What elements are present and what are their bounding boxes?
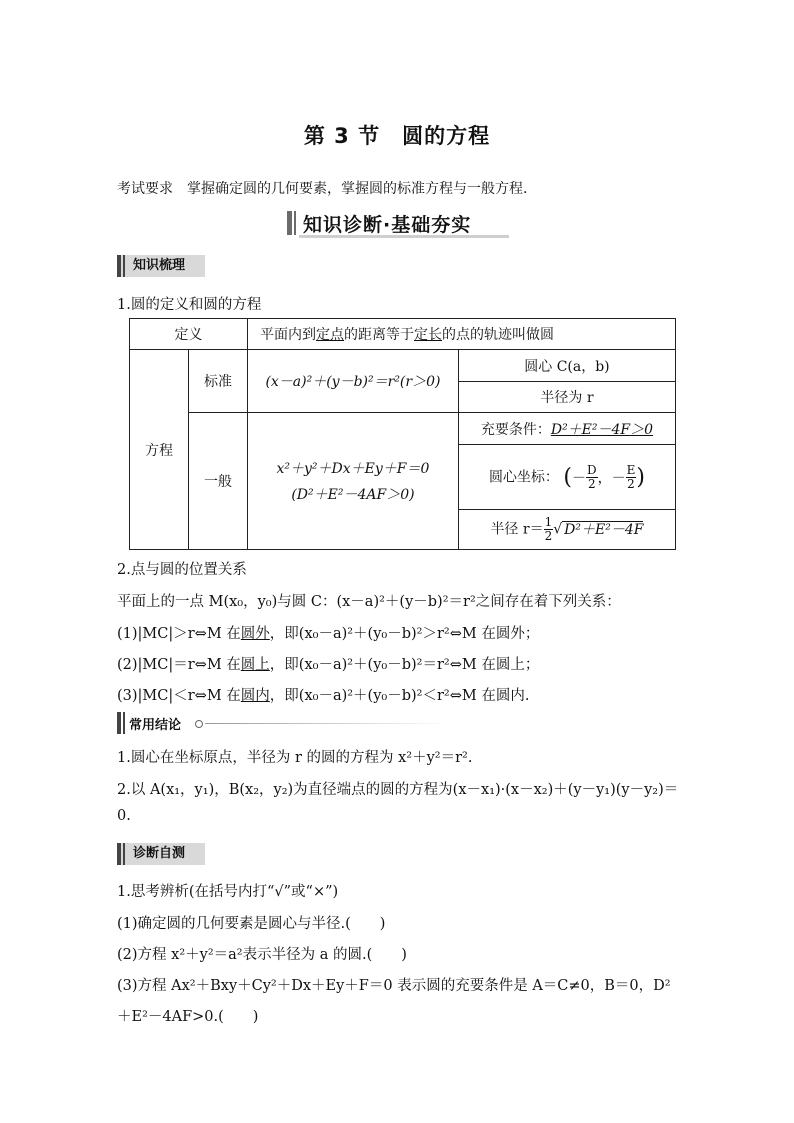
conclusion-1: 1.圆心在坐标原点，半径为 r 的圆的方程为 x²＋y²＝r². [117, 750, 473, 766]
banner-title: 知识诊断·基础夯实 [303, 214, 472, 236]
exam-requirement: 考试要求 掌握确定圆的几何要素，掌握圆的标准方程与一般方程. [117, 181, 528, 197]
section-tag-knowledge [117, 255, 205, 277]
section-tag-label: 知识梳理 [133, 258, 186, 273]
center-frac-d: $\frac{D}{2}$ [586, 462, 597, 491]
section-tag-selftest [117, 843, 205, 865]
gen-center-cell: 圆心坐标： (－ $\frac{D}{2}$ ，－ $\frac{E}{2}$ ) [458, 445, 675, 510]
item1-heading: 1.圆的定义和圆的方程 [117, 297, 262, 313]
gen-radius-cell: 半径 r＝ $\frac{1}{2}$ √ D²＋E²－4F [458, 510, 675, 550]
radius-root: D²＋E²－4F [564, 521, 644, 538]
page-title: 第 3 节 圆的方程 [303, 124, 491, 148]
gen-eq: x²＋y²＋Dx＋Ey＋F＝0 [276, 461, 430, 477]
question-1-1: (1)确定圆的几何要素是圆心与半径.( ) [117, 916, 386, 932]
relation-inside: (3)|MC|＜r⇔M 在圆内，即(x₀－a)²＋(y₀－b)²＜r²⇔M 在圆内. [117, 688, 530, 704]
def-content-cell: 平面内到定点的距离等于定长的点的轨迹叫做圆 [248, 319, 676, 350]
eq-label-cell: 方程 [130, 350, 189, 550]
item2-heading: 2.点与圆的位置关系 [117, 562, 247, 578]
item2-intro: 平面上的一点 M(x₀，y₀)与圆 C：(x－a)²＋(y－b)²＝r²之间存在着下列关系： [117, 594, 621, 610]
conclusion-2: 2.以 A(x₁，y₁)，B(x₂，y₂)为直径端点的圆的方程为(x－x₁)·(x－x₂)＋(y－y₁)(y－y₂)＝ [117, 782, 679, 798]
radius-frac: $\frac{1}{2}$ [544, 515, 553, 543]
gen-cond: (D²＋E²－4AF＞0) [291, 487, 415, 503]
std-label-cell: 标准 [189, 350, 248, 413]
relation-on: (2)|MC|＝r⇔M 在圆上，即(x₀－a)²＋(y₀－b)²＝r²⇔M 在圆上； [117, 657, 540, 673]
gen-nec-text: D²＋E²－4F＞0 [550, 421, 654, 438]
common-tag-label: 常用结论 [129, 718, 182, 733]
banner-bar [287, 211, 292, 235]
gen-label-cell: 一般 [189, 413, 248, 550]
section-tag-common [117, 712, 337, 734]
gen-nec-cell: 充要条件：D²＋E²－4F＞0 [458, 413, 675, 445]
section-tag-label: 诊断自测 [133, 846, 186, 861]
std-center-cell: 圆心 C(a，b) [458, 350, 675, 382]
banner-bar-thin [294, 211, 296, 235]
gen-eq-cell [248, 413, 459, 550]
def-label-cell: 定义 [130, 319, 248, 350]
std-radius-cell: 半径为 r [458, 382, 675, 413]
question-1-2: (2)方程 x²＋y²＝a²表示半径为 a 的圆.( ) [117, 947, 407, 963]
section-banner [287, 208, 509, 238]
circle-definition-table [129, 318, 676, 550]
conclusion-2-cont: 0. [117, 808, 131, 824]
center-frac-e: $\frac{E}{2}$ [626, 462, 636, 491]
std-eq-cell: (x－a)²＋(y－b)²＝r²(r＞0) [248, 350, 459, 413]
question-1: 1.思考辨析(在括号内打“√”或“×”) [117, 884, 339, 900]
relation-outside: (1)|MC|＞r⇔M 在圆外，即(x₀－a)²＋(y₀－b)²＞r²⇔M 在圆外； [117, 626, 540, 642]
question-1-3: (3)方程 Ax²＋Bxy＋Cy²＋Dx＋Ey＋F＝0 表示圆的充要条件是 A＝C≠0，B＝0，D² [117, 978, 671, 994]
question-1-3-cont: ＋E²－4AF>0.( ) [117, 1009, 259, 1025]
